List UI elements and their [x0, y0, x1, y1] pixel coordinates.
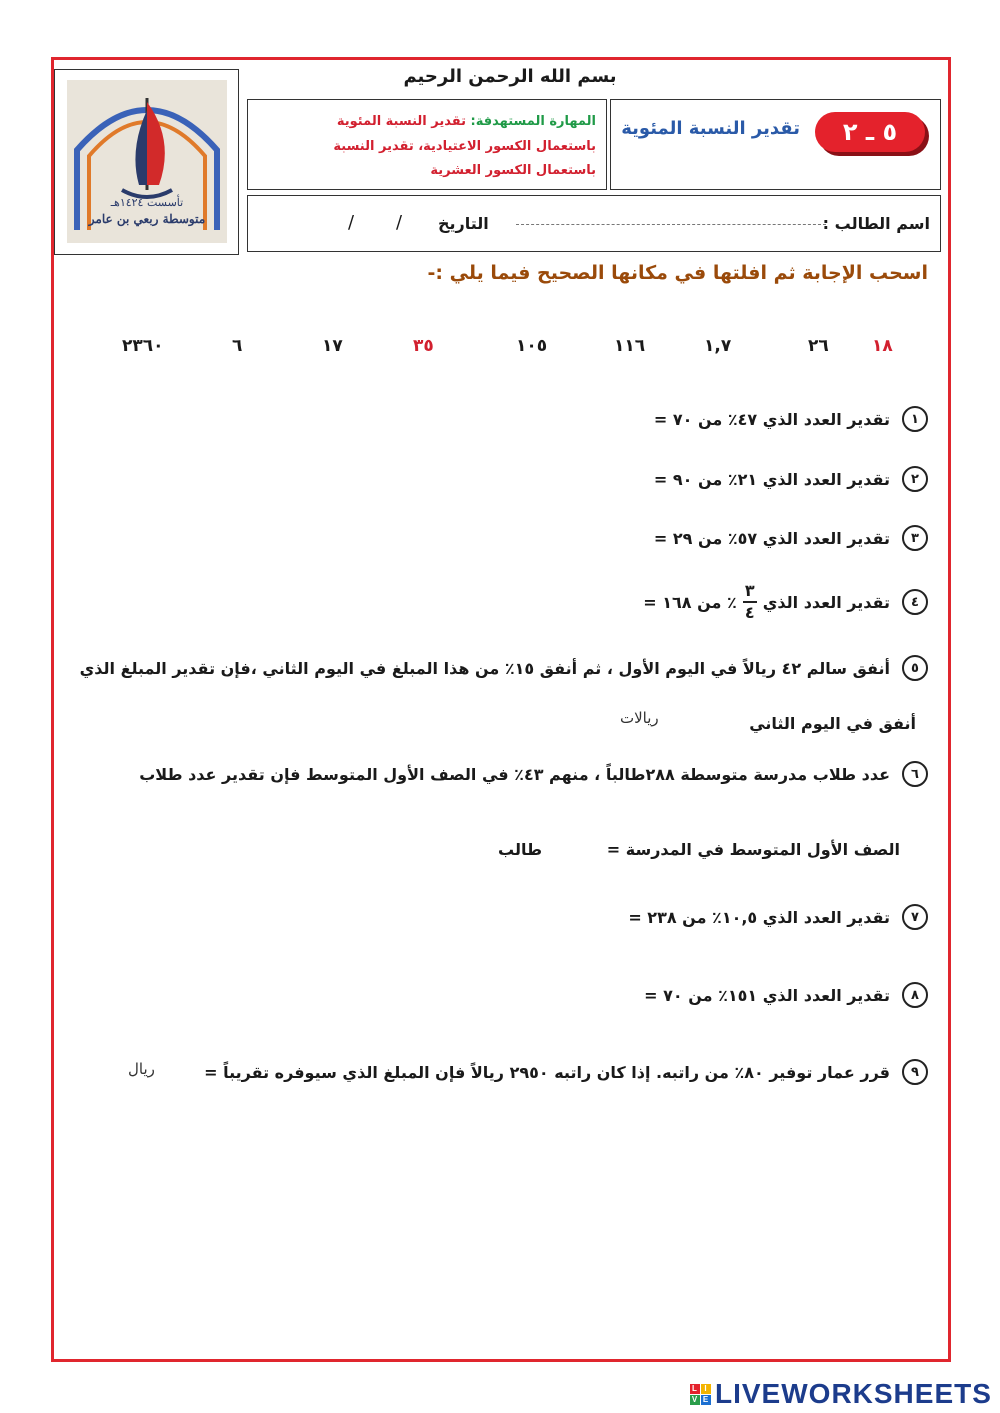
- school-logo: [67, 80, 227, 243]
- skill-label: المهارة المستهدفة:: [470, 114, 596, 129]
- date-slash-2: /: [348, 212, 355, 233]
- skill-line-2: باستعمال الكسور الاعتيادية، تقدير النسبة: [333, 139, 596, 154]
- date-label: التاريخ: [438, 214, 489, 233]
- question-5: [80, 655, 928, 681]
- answer-chip[interactable]: ٢٦: [808, 336, 829, 356]
- question-text: أنفق سالم ٤٢ ريالاً في اليوم الأول ، ثم أنفق ١٥٪ من هذا المبلغ في اليوم الثاني ،فإن تقدير المبلغ الذي: [79, 658, 890, 678]
- question-text: قرر عمار توفير ٨٠٪ من راتبه. إذا كان راتبه ٢٩٥٠ ريالاً فإن المبلغ الذي سيوفره تقريباً =: [204, 1062, 890, 1082]
- question-5-continuation: أنفق في اليوم الثاني: [749, 714, 916, 733]
- fraction-denominator: ٤: [744, 603, 755, 622]
- question-number: ٧: [902, 904, 928, 930]
- question-text: عدد طلاب مدرسة متوسطة ٢٨٨طالباً ، منهم ٤٣٪ في الصف الأول المتوسط فإن تقدير عدد طلاب: [139, 764, 890, 784]
- question-text: تقدير العدد الذي ٢١٪ من ٩٠ =: [653, 469, 890, 489]
- question-text: تقدير العدد الذي ٥٧٪ من ٢٩ =: [653, 528, 890, 548]
- lesson-box: [610, 99, 941, 190]
- answer-chip[interactable]: ١١٦: [614, 336, 646, 356]
- question-1: [654, 406, 928, 432]
- question-text: تقدير العدد الذي ٤٧٪ من ٧٠ =: [653, 409, 890, 429]
- question-6-continuation: الصف الأول المتوسط في المدرسة =: [606, 840, 900, 859]
- student-name-label: اسم الطالب :: [822, 214, 930, 233]
- question-6-unit: طالب: [498, 840, 543, 859]
- question-9: [204, 1059, 928, 1085]
- student-info-box: [247, 195, 941, 252]
- answer-chip[interactable]: ١٠٥: [516, 336, 548, 356]
- liveworksheets-logo[interactable]: [690, 1378, 992, 1410]
- date-slash-1: /: [396, 212, 403, 233]
- answer-chip[interactable]: ٦: [232, 336, 243, 356]
- answer-chip[interactable]: ١,٧: [704, 336, 732, 356]
- question-6: [139, 761, 928, 787]
- answer-chip[interactable]: ٢٣٦٠: [122, 336, 164, 356]
- question-number: ٩: [902, 1059, 928, 1085]
- lesson-title: تقدير النسبة المئوية: [621, 118, 800, 139]
- skill-line-1-text: تقدير النسبة المئوية: [336, 114, 466, 129]
- question-8: [644, 982, 928, 1008]
- question-text: تقدير العدد الذي ١٥١٪ من ٧٠ =: [644, 985, 890, 1005]
- skill-line-1: [337, 114, 596, 129]
- question-text-b: ٪ من ١٦٨ =: [643, 592, 737, 612]
- student-name-field[interactable]: [516, 224, 826, 225]
- question-text: تقدير العدد الذي ١٠,٥٪ من ٢٣٨ =: [628, 907, 890, 927]
- logo-school-name: متوسطة ربعي بن عامر: [88, 212, 206, 226]
- basmala: بسم الله الرحمن الرحيم: [403, 66, 617, 87]
- answer-chip[interactable]: ٣٥: [413, 336, 434, 356]
- question-number: ٢: [902, 466, 928, 492]
- question-text-a: تقدير العدد الذي: [762, 592, 890, 612]
- question-2: [654, 466, 928, 492]
- liveworksheets-brand-text: LIVEWORKSHEETS: [715, 1378, 992, 1409]
- question-number: ١: [902, 406, 928, 432]
- question-4: [643, 583, 928, 621]
- question-number: ٨: [902, 982, 928, 1008]
- school-logo-box: [54, 69, 239, 255]
- question-7: [628, 904, 928, 930]
- question-5-unit: ريالات: [620, 709, 659, 727]
- question-number: ٤: [902, 589, 928, 615]
- answer-chip[interactable]: ١٨: [872, 336, 893, 356]
- lesson-number-badge: ٥ ـ ٢: [815, 112, 925, 152]
- question-3: [654, 525, 928, 551]
- question-9-unit: ريال: [128, 1060, 155, 1078]
- logo-founded-text: تأسست ١٤٢٤هـ: [110, 196, 184, 209]
- skill-box: [247, 99, 607, 190]
- skill-line-3: باستعمال الكسور العشرية: [430, 163, 596, 178]
- question-number: ٥: [902, 655, 928, 681]
- answer-chip[interactable]: ١٧: [322, 336, 343, 356]
- question-number: ٦: [902, 761, 928, 787]
- fraction-numerator: ٣: [744, 581, 755, 600]
- instruction-text: اسحب الإجابة ثم افلتها في مكانها الصحيح فيما يلي :-: [427, 262, 928, 284]
- liveworksheets-badge-icon: L I V E: [691, 1383, 710, 1404]
- question-number: ٣: [902, 525, 928, 551]
- fraction: [743, 583, 757, 621]
